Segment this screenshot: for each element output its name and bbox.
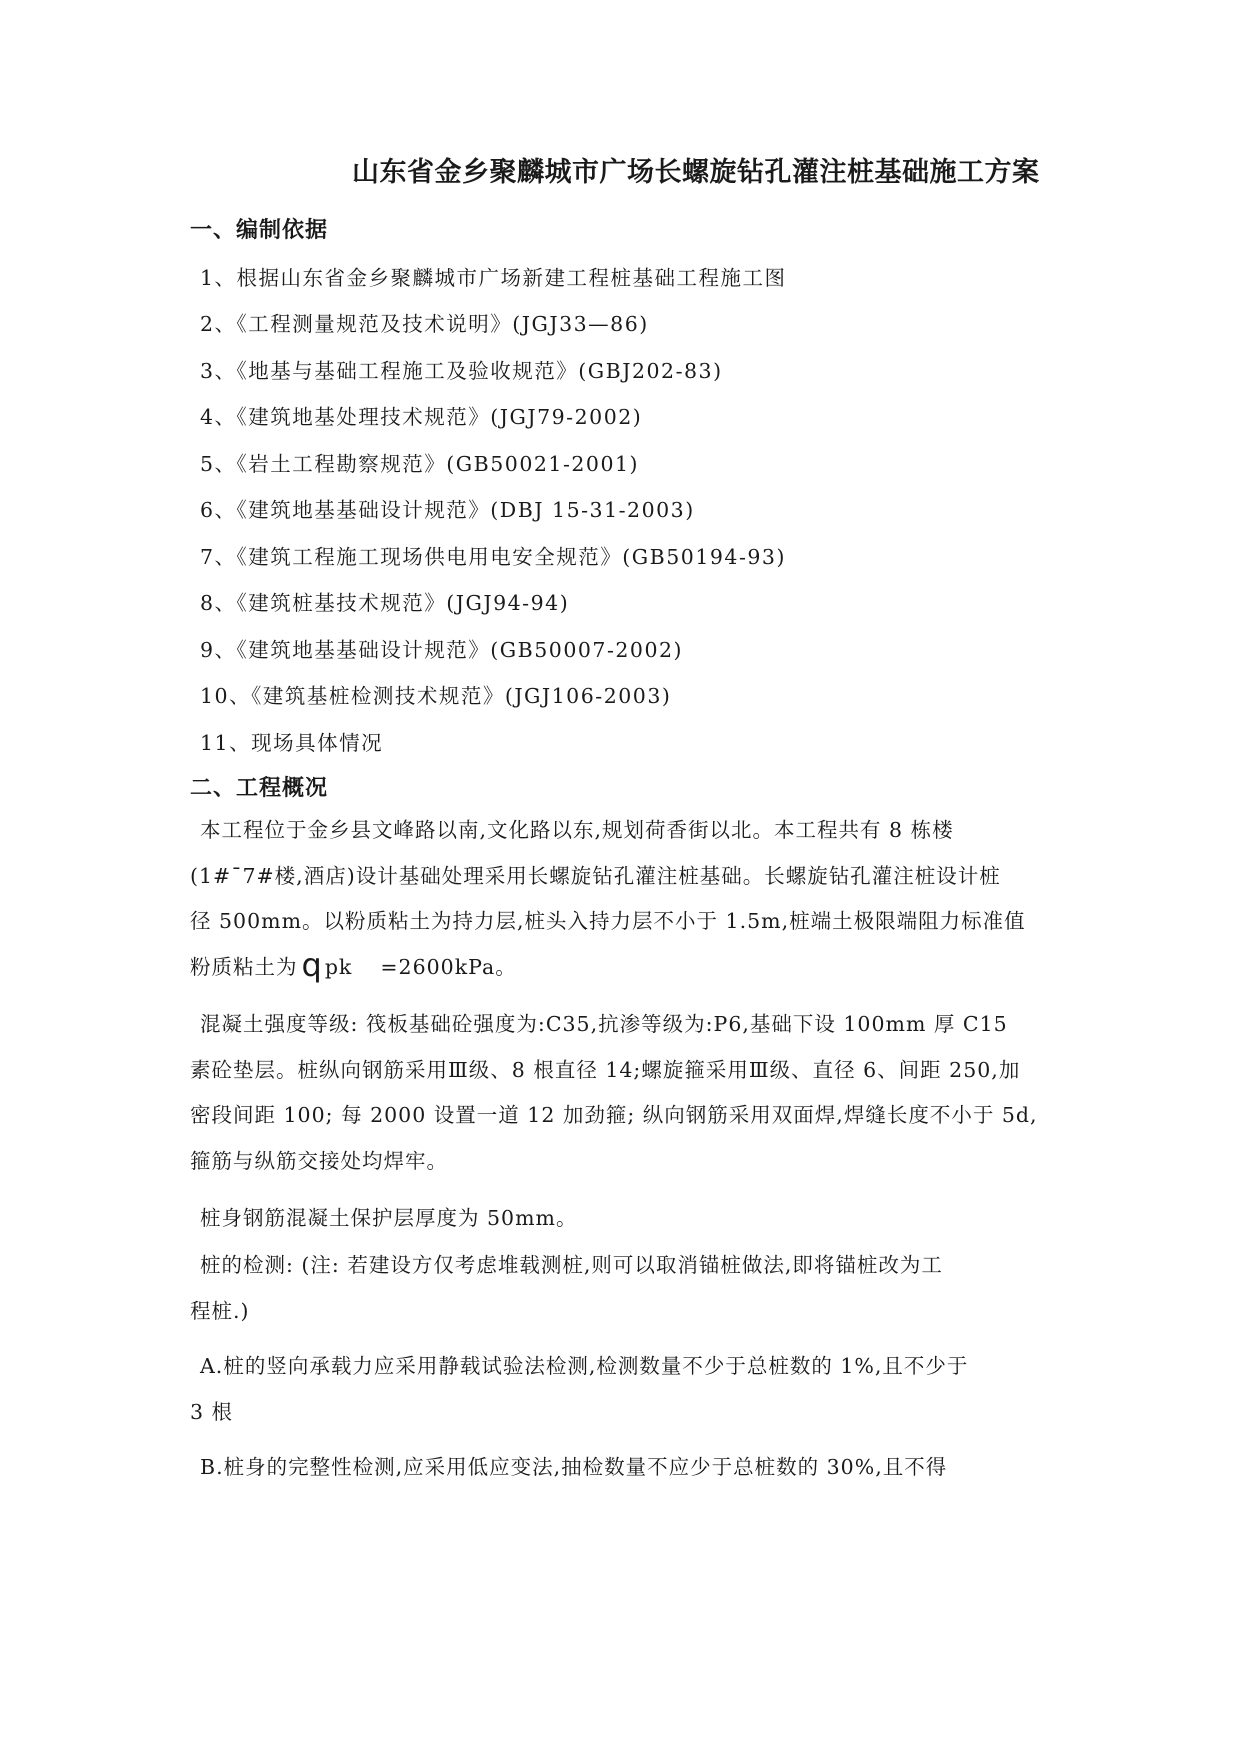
paragraph-pile-testing <box>190 1243 1100 1334</box>
paragraph-line: B.桩身的完整性检测,应采用低应变法,抽检数量不应少于总桩数的 30%,且不得 <box>200 1455 948 1479</box>
paragraph-line-formula <box>190 945 1100 991</box>
reference-item: 9、《建筑地基基础设计规范》(GB50007-2002) <box>200 638 684 662</box>
paragraph-line: (1#¯7#楼,酒店)设计基础处理采用长螺旋钻孔灌注桩基础。长螺旋钻孔灌注桩设计桩 <box>190 863 1001 888</box>
paragraph-line: 混凝土强度等级: 筏板基础砼强度为:C35,抗渗等级为:P6,基础下设 100mm 厚 C15 <box>200 1012 1008 1036</box>
formula-subscript: pk <box>324 954 353 979</box>
section-heading-overview: 二、工程概况 <box>190 775 329 801</box>
paragraph-line: 素砼垫层。桩纵向钢筋采用Ⅲ级、8 根直径 14;螺旋箍采用Ⅲ级、直径 6、间距 250,加 <box>190 1057 1021 1082</box>
paragraph-line: 桩的检测: (注: 若建设方仅考虑堆载测桩,则可以取消锚桩做法,即将锚桩改为工 <box>200 1253 943 1277</box>
reference-item: 6、《建筑地基基础设计规范》(DBJ 15-31-2003) <box>200 498 695 522</box>
paragraph-project-location <box>190 808 1100 990</box>
reference-item: 4、《建筑地基处理技术规范》(JGJ79-2002) <box>200 405 643 429</box>
reference-item: 3、《地基与基础工程施工及验收规范》(GBJ202-83) <box>200 359 723 383</box>
formula-q-symbol: q <box>301 945 323 984</box>
paragraph-line: 径 500mm。以粉质粘土为持力层,桩头入持力层不小于 1.5m,桩端土极限端阻力标准值 <box>190 909 1026 933</box>
paragraph-concrete-grade <box>190 1002 1100 1184</box>
reference-item: 2、《工程测量规范及技术说明》(JGJ33—86) <box>200 312 649 336</box>
reference-item: 11、现场具体情况 <box>200 731 384 755</box>
formula-value: =2600kPa。 <box>380 954 517 979</box>
formula-prefix: 粉质粘土为 <box>190 954 298 979</box>
paragraph-line: A.桩的竖向承载力应采用静载试验法检测,检测数量不少于总桩数的 1%,且不少于 <box>200 1354 969 1378</box>
reference-item: 5、《岩土工程勘察规范》(GB50021-2001) <box>200 452 640 476</box>
reference-item: 7、《建筑工程施工现场供电用电安全规范》(GB50194-93) <box>200 545 786 569</box>
paragraph-line: 箍筋与纵筋交接处均焊牢。 <box>190 1148 448 1173</box>
paragraph-test-b <box>190 1445 1100 1491</box>
reference-item: 8、《建筑桩基技术规范》(JGJ94-94) <box>200 591 570 615</box>
reference-item: 10、《建筑基桩检测技术规范》(JGJ106-2003) <box>200 684 672 708</box>
paragraph-line: 桩身钢筋混凝土保护层厚度为 50mm。 <box>200 1206 578 1230</box>
section-heading-basis: 一、编制依据 <box>190 217 329 243</box>
paragraph-line: 密段间距 100; 每 2000 设置一道 12 加劲箍; 纵向钢筋采用双面焊,焊缝长度不小于 5d, <box>190 1103 1038 1127</box>
document-title: 山东省金乡聚麟城市广场长螺旋钻孔灌注桩基础施工方案 <box>352 157 1040 188</box>
reference-item: 1、根据山东省金乡聚麟城市广场新建工程桩基础工程施工图 <box>200 266 787 290</box>
paragraph-test-a <box>190 1344 1100 1435</box>
paragraph-line: 本工程位于金乡县文峰路以南,文化路以东,规划荷香街以北。本工程共有 8 栋楼 <box>200 818 954 842</box>
paragraph-cover-thickness <box>190 1196 1100 1242</box>
paragraph-line: 3 根 <box>190 1399 234 1424</box>
paragraph-line: 程桩.) <box>190 1298 250 1323</box>
